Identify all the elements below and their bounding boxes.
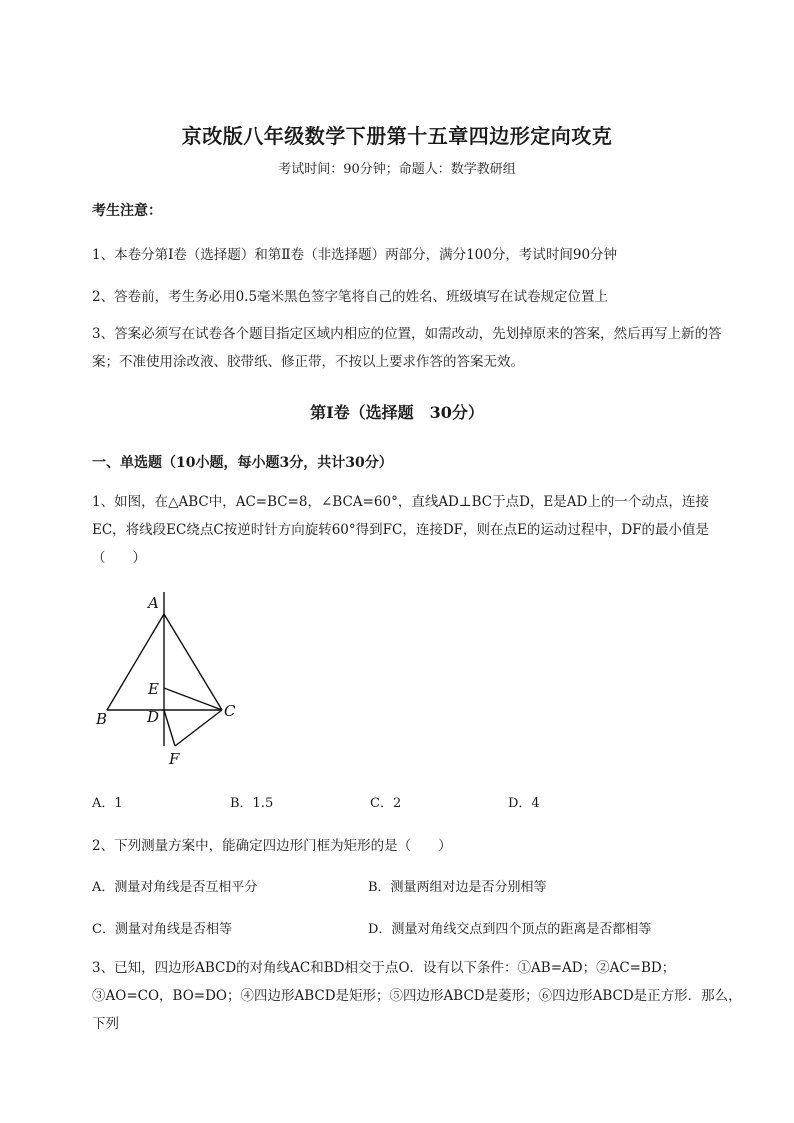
q2-option-a: A．测量对角线是否互相平分 [92, 880, 258, 895]
notice-item-2: 2、答卷前，考生务必用0.5毫米黑色签字笔将自己的姓名、班级填写在试卷规定位置上 [92, 289, 609, 305]
label-a: A [148, 594, 159, 612]
line-df [164, 710, 175, 746]
q1-option-b: B．1.5 [230, 796, 274, 811]
page-title: 京改版八年级数学下册第十五章四边形定向攻克 [181, 124, 613, 148]
section-title: 第I卷（选择题 30分） [310, 403, 484, 422]
part-heading: 一、单选题（10小题，每小题3分，共计30分） [92, 455, 393, 471]
q1-option-d: D．4 [508, 796, 540, 811]
label-f: F [169, 750, 180, 768]
notice-item-3: 3、答案必须写在试卷各个题目指定区域内相应的位置，如需改动，先划掉原来的答案，然后再写上新的答案；不准使用涂改液、胶带纸、修正带，不按以上要求作答的答案无效。 [92, 326, 722, 370]
line-fc [175, 710, 222, 746]
q2-option-b: B．测量两组对边是否分别相等 [368, 880, 547, 895]
triangle-diagram [92, 588, 252, 773]
q2-option-c: C．测量对角线是否相等 [92, 922, 232, 937]
label-d: D [147, 708, 160, 726]
label-b: B [96, 710, 108, 728]
q1-option-a: A．1 [92, 796, 123, 811]
notice-item-1: 1、本卷分第I卷（选择题）和第Ⅱ卷（非选择题）两部分，满分100分，考试时间90分钟 [92, 247, 618, 263]
triangle-figure [92, 588, 252, 777]
question-3-text: 3、已知，四边形ABCD的对角线AC和BD相交于点O．设有以下条件：①AB=AD；②AC=BD；③AO=CO，BO=DO；④四边形ABCD是矩形；⑤四边形ABCD是菱形；⑥四边形ABCD是正方形．那么，下列 [92, 960, 742, 1032]
notice-heading: 考生注意： [92, 203, 162, 219]
label-c: C [224, 702, 236, 720]
line-ec [164, 688, 222, 710]
label-e: E [148, 680, 159, 698]
q1-option-c: C．2 [370, 796, 402, 811]
exam-subtitle: 考试时间：90分钟；命题人：数学教研组 [278, 162, 516, 177]
question-2-text: 2、下列测量方案中，能确定四边形门框为矩形的是（ ） [92, 838, 452, 854]
question-1-text: 1、如图，在△ABC中，AC=BC=8，∠BCA=60°，直线AD⊥BC于点D，E是AD上的一个动点，连接EC，将线段EC绕点C按逆时针方向旋转60°得到FC，连接DF，则在点E的运动过程中，DF的最小值是（ ） [92, 494, 710, 566]
q2-option-d: D．测量对角线交点到四个顶点的距离是否都相等 [368, 922, 652, 937]
line-ac [164, 614, 222, 710]
